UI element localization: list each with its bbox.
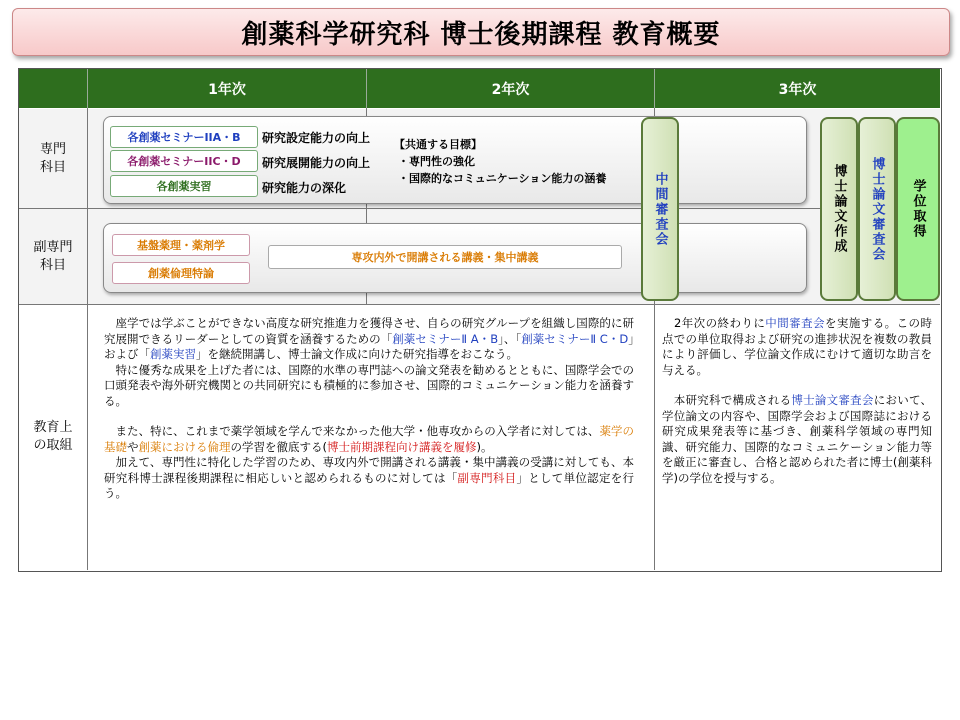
page-title: 創薬科学研究科 博士後期課程 教育概要 <box>241 19 721 50</box>
text: 加えて、専門性に特化した学習のため、専攻内外で開講される講義・集中講義の受講に対しても、本研究科博士課程後期課程に相応しいと認められるものに対しては「 <box>104 455 634 485</box>
course-ethics: 創薬倫理特論 <box>112 262 250 284</box>
column-header-year1: 1年次 <box>88 69 367 108</box>
row-label-major: 専門 科目 <box>39 141 66 175</box>
text: 座学では学ぶことができない高度な研究推進力を獲得させ、自らの研究グループを組織し国際的に研究展開できるリーダーとしての資質を涵養するための「 <box>104 316 634 346</box>
paragraph <box>104 424 634 455</box>
header-corner <box>19 69 88 108</box>
row-label-minor: 副専門 科目 <box>33 239 73 273</box>
course-seminar-ab: 各創薬セミナーIIA・B <box>110 126 258 148</box>
highlight-ethics: 創薬における倫理 <box>138 439 231 454</box>
highlight-master-courses: 博士前期課程向け講義を履修 <box>327 439 477 454</box>
goal-research-development: 研究展開能力の向上 <box>262 156 371 170</box>
paragraph: 特に優秀な成果を上げた者には、国際的水準の専門誌への論文発表を勧めるとともに、国際学会での口頭発表や海外研究機関との共同研究にも積極的に参加させ、国際的コミュニケーション能力を涵養する。 <box>104 362 634 408</box>
goal-research-deepening: 研究能力の深化 <box>262 181 347 195</box>
text: において、学位論文の内容や、国際学会および国際誌における研究成果発表等に基づき、創薬科学領域の専門知識、研究能力、国際的なコミュニケーション能力等を厳正に審査し、合格と認められた者に博士(創薬科学)の学位を授与する。 <box>662 393 932 485</box>
thesis-writing: 博士論文作成 <box>820 117 858 301</box>
paragraph <box>662 316 932 378</box>
common-goals-heading: 【共通する目標】 <box>394 138 482 151</box>
divider <box>87 108 88 570</box>
common-goal-item: ・専門性の強化 <box>398 155 475 168</box>
common-goal-item: ・国際的なコミュニケーション能力の涵養 <box>398 172 607 185</box>
minor-lectures: 専攻内外で開講される講義・集中講義 <box>268 245 622 269</box>
text: の学習を徹底する( <box>230 439 327 454</box>
divider <box>19 208 940 209</box>
text: 」を継続開講し、博士論文作成に向けた研究指導をおこなう。 <box>196 347 518 361</box>
column-header-year3: 3年次 <box>655 69 940 108</box>
text: 」および「 <box>104 331 635 361</box>
thesis-review: 博士論文審査会 <box>858 117 896 301</box>
highlight-practicum: 創薬実習 <box>150 347 196 361</box>
text: 」として単位認定を行う。 <box>104 470 635 500</box>
education-text-left <box>104 316 634 502</box>
title-banner <box>12 8 950 56</box>
highlight-seminar-cd: 創薬セミナーⅡ C・D <box>521 331 629 346</box>
divider <box>19 304 940 305</box>
column-header-year2: 2年次 <box>367 69 655 108</box>
text: また、特に、これまで薬学領域を学んで来なかった他大学・他専攻からの入学者に対しては、 <box>104 424 600 438</box>
paragraph <box>104 455 634 502</box>
text: や <box>127 439 139 454</box>
course-seminar-cd: 各創薬セミナーIIC・D <box>110 150 258 172</box>
text: を実施する。この時点での単位取得および研究の進捗状況を複数の教員により評価し、学位論文作成にむけて適切な助言を与える。 <box>662 316 933 377</box>
paragraph <box>104 316 634 363</box>
highlight-minor-subjects: 副専門科目 <box>457 470 517 485</box>
text: 2年次の終わりに <box>662 316 766 330</box>
highlight-thesis-review: 博士論文審査会 <box>791 393 874 407</box>
course-practicum: 各創薬実習 <box>110 175 258 197</box>
midterm-review: 中間審査会 <box>641 117 679 301</box>
highlight-midterm: 中間審査会 <box>765 316 825 330</box>
paragraph <box>662 393 932 486</box>
highlight-pharma-basics: 薬学の基礎 <box>104 424 634 454</box>
course-basic-pharmacology: 基盤薬理・薬剤学 <box>112 234 250 256</box>
row-label-education: 教育上 の取組 <box>33 420 73 453</box>
goal-research-setting: 研究設定能力の向上 <box>262 131 371 145</box>
text: 」、「 <box>498 331 522 346</box>
education-text-right <box>662 316 932 486</box>
text: 本研究科で構成される <box>662 393 792 407</box>
text: )。 <box>476 439 493 454</box>
degree-award: 学位取得 <box>896 117 940 301</box>
highlight-seminar-ab: 創薬セミナーⅡ A・B <box>392 331 499 346</box>
